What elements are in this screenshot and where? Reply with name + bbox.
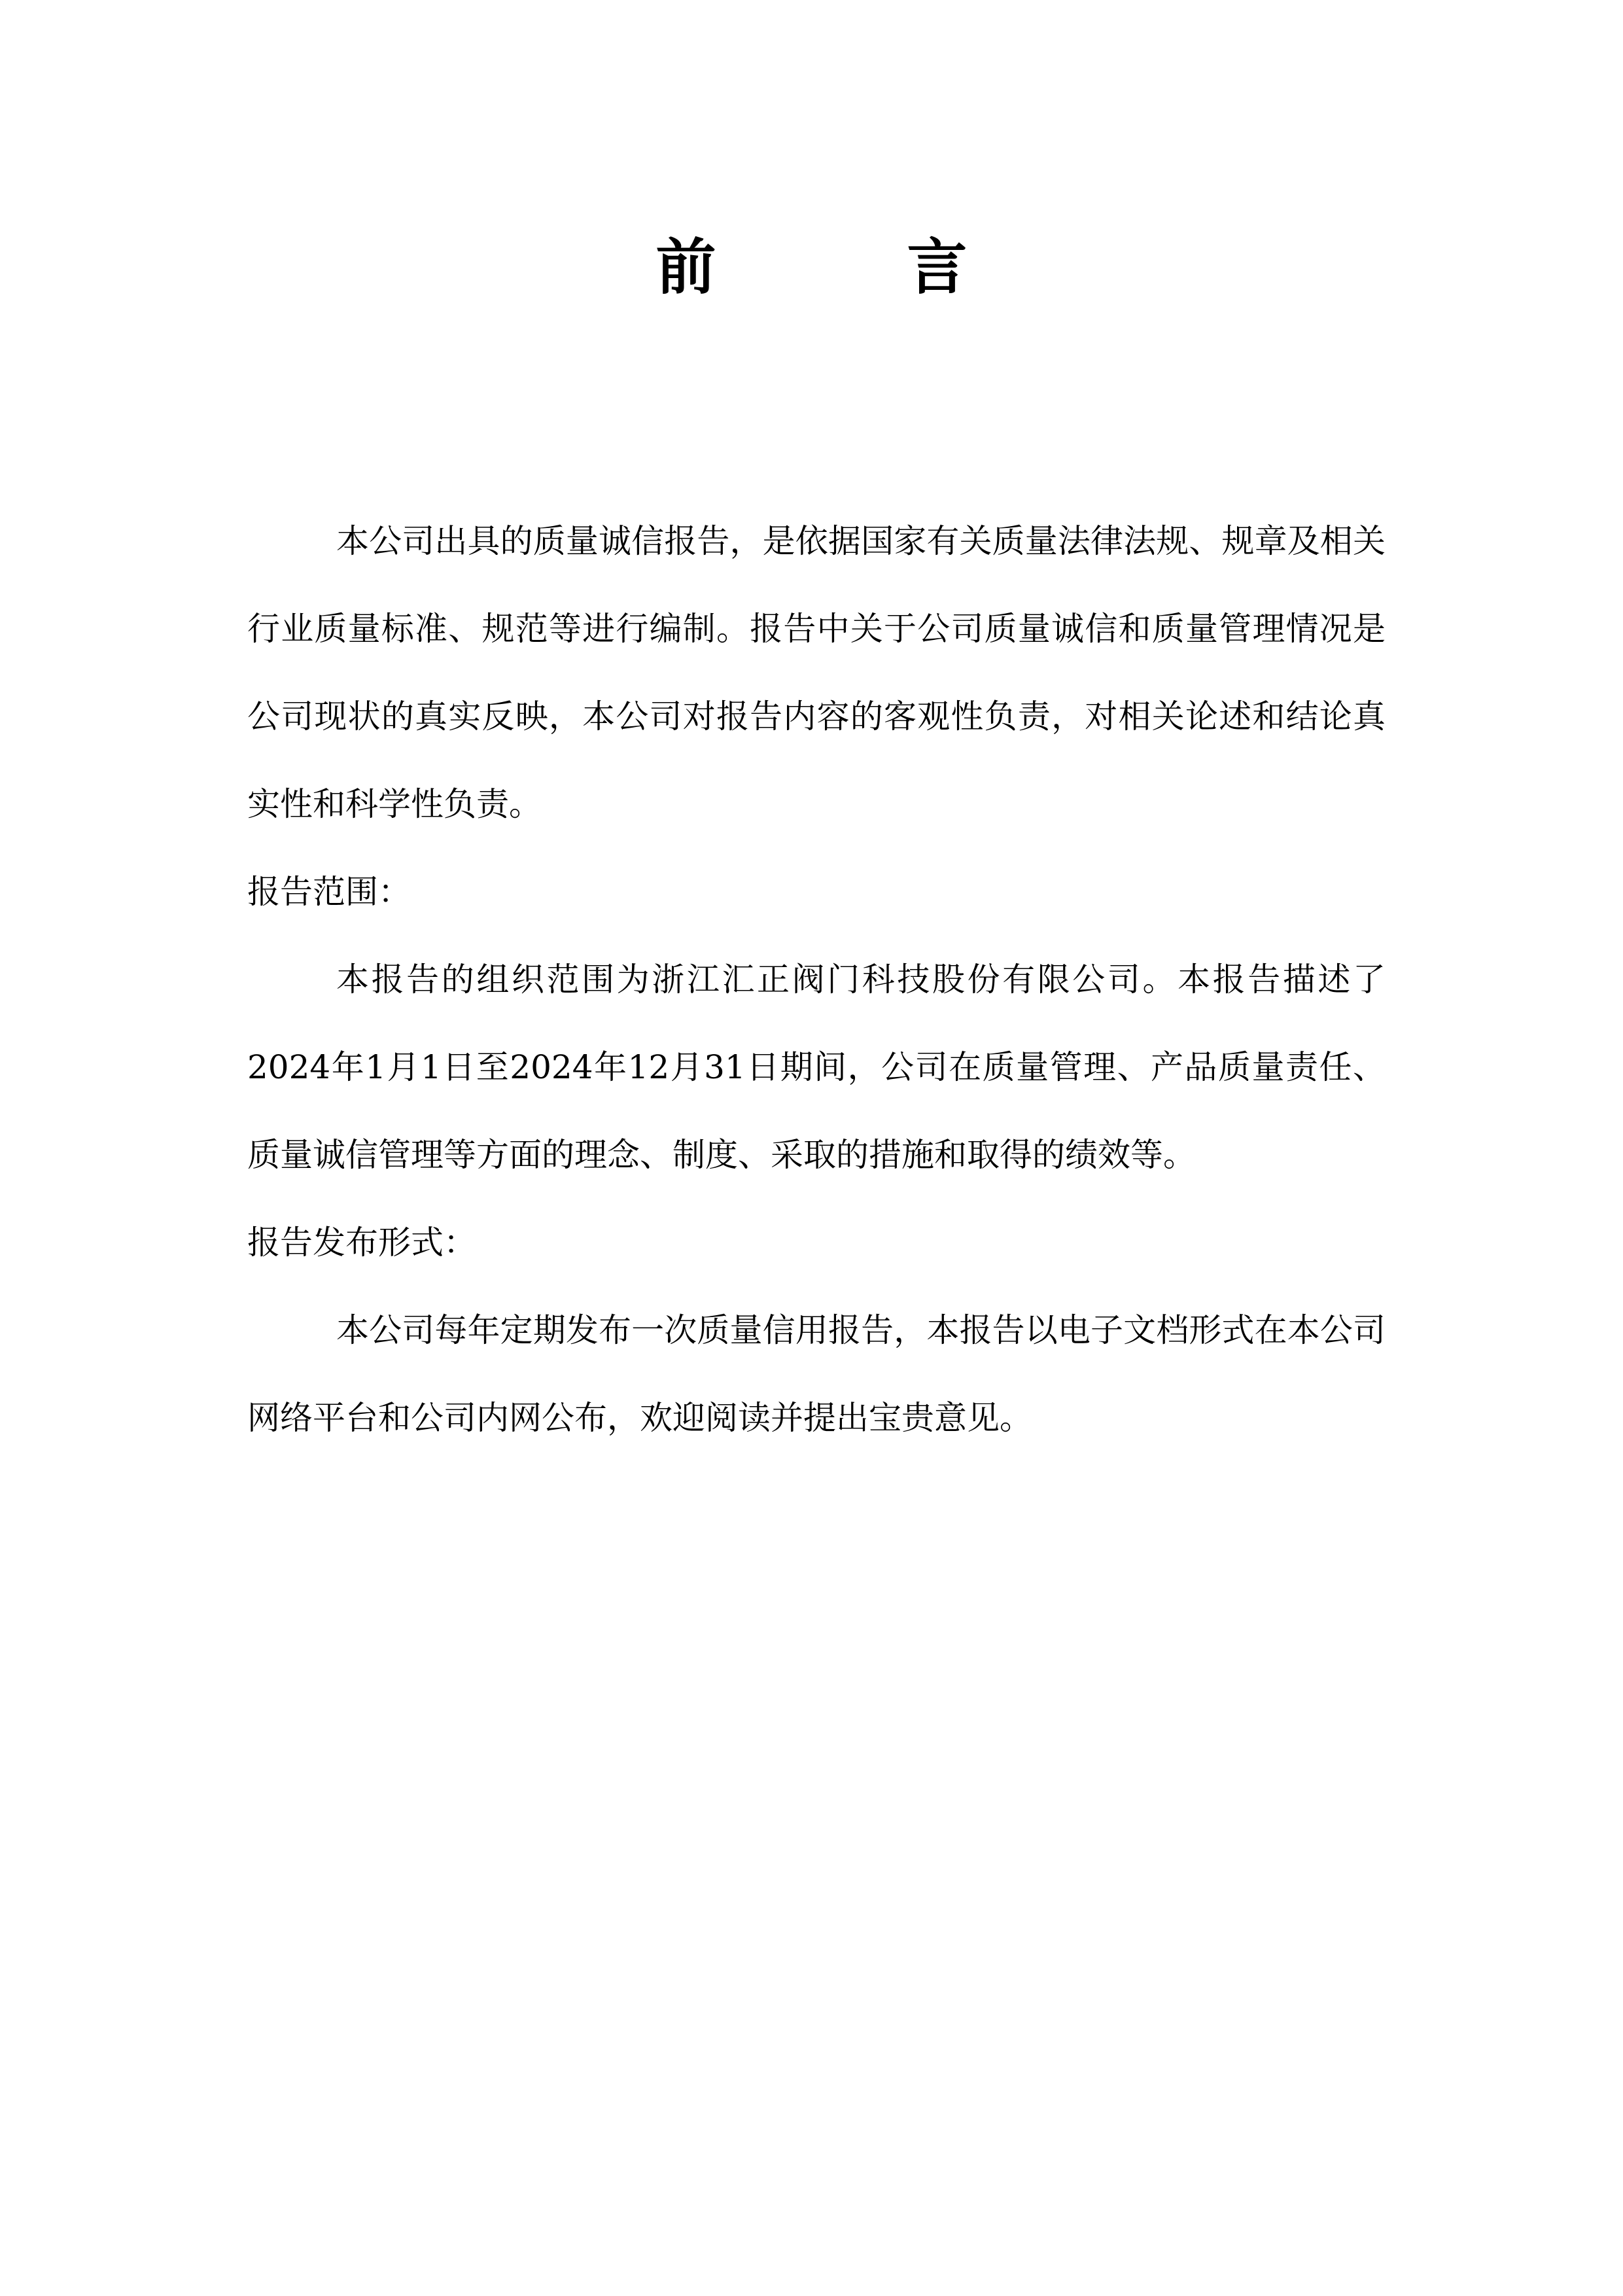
intro-paragraph: 本公司出具的质量诚信报告，是依据国家有关质量法律法规、规章及相关行业质量标准、规范等进行编制。报告中关于公司质量诚信和质量管理情况是公司现状的真实反映，本公司对报告内容的客观性负责，对相关论述和结论真实性和科学性负责。	[247, 522, 1386, 823]
scope-heading: 报告范围：	[247, 873, 411, 911]
publication-form-paragraph: 本公司每年定期发布一次质量信用报告，本报告以电子文档形式在本公司网络平台和公司内网公布，欢迎阅读并提出宝贵意见。	[247, 1311, 1386, 1437]
scope-paragraph: 本报告的组织范围为浙江汇正阀门科技股份有限公司。本报告描述了2024年1月1日至2024年12月31日期间，公司在质量管理、产品质量责任、质量诚信管理等方面的理念、制度、采取的措施和取得的绩效等。	[247, 961, 1386, 1174]
publication-form-heading: 报告发布形式：	[247, 1224, 476, 1262]
page-title: 前 言	[655, 232, 1033, 302]
document-body	[247, 497, 1386, 1462]
